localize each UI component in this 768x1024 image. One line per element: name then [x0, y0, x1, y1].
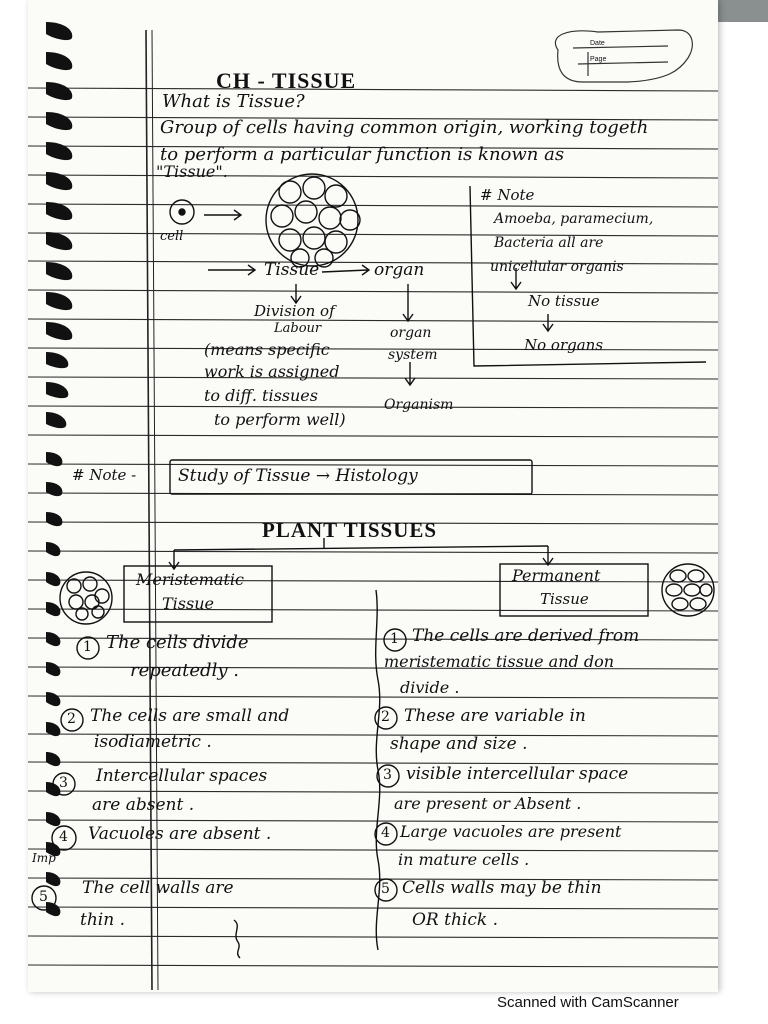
note-line-4: No tissue — [528, 292, 600, 310]
organ-system-line-1: organ — [390, 325, 432, 341]
point-number-right-1: 1 — [390, 631, 399, 647]
left-point-5-line-2: thin . — [80, 910, 125, 930]
definition-line-1: Group of cells having common origin, working togeth — [160, 117, 649, 138]
date-label: Date — [590, 40, 605, 47]
histology-note-text: Study of Tissue → Histology — [178, 466, 418, 486]
left-point-3-line-1: Intercellular spaces — [96, 766, 268, 786]
definition-line-2: to perform a particular function is known as — [160, 144, 565, 165]
right-point-1-line-2: meristematic tissue and don — [384, 652, 614, 671]
note-line-5: No organs — [524, 336, 604, 354]
explain-line-3: to diff. tissues — [204, 386, 318, 405]
right-point-2-line-1: These are variable in — [404, 706, 586, 726]
left-point-1-line-2: repeatedly . — [130, 660, 239, 681]
explain-line-2: work is assigned — [204, 362, 340, 381]
note-line-1: Amoeba, paramecium, — [494, 211, 654, 227]
intro-question: What is Tissue? — [162, 91, 305, 112]
histology-note-prefix: # Note - — [72, 466, 137, 484]
right-point-3-line-1: visible intercellular space — [406, 764, 629, 784]
right-point-5-line-1: Cells walls may be thin — [402, 878, 602, 898]
left-point-3-line-2: are absent . — [92, 795, 195, 815]
organ-system-line-2: system — [388, 347, 438, 363]
plant-tissues-title: PLANT TISSUES — [262, 518, 438, 542]
note-line-2: Bacteria all are — [494, 235, 604, 251]
page-title: CH - TISSUE — [216, 68, 357, 93]
left-point-2-line-1: The cells are small and — [90, 706, 290, 726]
point-number-right-2: 2 — [381, 709, 390, 725]
right-point-1-line-1: The cells are derived from — [412, 626, 640, 646]
right-point-4-line-2: in mature cells . — [398, 850, 530, 869]
division-label-line-1: Division of — [254, 302, 335, 320]
camscanner-watermark: Scanned with CamScanner — [497, 994, 679, 1011]
organism-label: Organism — [384, 397, 454, 413]
point-number-left-4: 4 — [59, 829, 68, 845]
explain-line-4: to perform well) — [214, 410, 346, 429]
left-point-5-line-1: The cell walls are — [82, 878, 234, 898]
left-point-2-line-2: isodiametric . — [94, 732, 212, 752]
right-point-3-line-2: are present or Absent . — [394, 794, 582, 813]
right-point-2-line-2: shape and size . — [390, 734, 528, 754]
permanent-cells-drawing — [662, 564, 714, 616]
right-point-4-line-1: Large vacuoles are present — [400, 822, 622, 841]
right-point-1-line-3: divide . — [400, 678, 460, 697]
right-point-5-line-2: OR thick . — [412, 910, 498, 930]
note-line-3: unicellular organis — [490, 259, 624, 275]
meristematic-heading-line-1: Meristematic — [136, 570, 244, 589]
left-point-4-line-1: Vacuoles are absent . — [88, 824, 272, 844]
division-label-line-2: Labour — [274, 321, 322, 336]
meristematic-heading-line-2: Tissue — [162, 594, 214, 613]
left-point-1-line-1: The cells divide — [106, 632, 249, 653]
note-heading: # Note — [480, 186, 535, 204]
point-number-left-3: 3 — [59, 775, 68, 791]
point-number-right-3: 3 — [383, 767, 392, 783]
explain-line-1: (means specific — [204, 340, 330, 359]
definition-line-3: "Tissue". — [156, 162, 228, 181]
point-number-right-5: 5 — [381, 881, 390, 897]
organ-label: organ — [374, 260, 425, 280]
notebook-page — [28, 0, 718, 992]
permanent-heading-line-1: Permanent — [512, 566, 601, 585]
point-number-right-4: 4 — [381, 825, 390, 841]
point-number-left-2: 2 — [67, 711, 76, 727]
point-number-left-1: 1 — [83, 639, 92, 655]
point-number-left-5: 5 — [39, 889, 48, 905]
page-label: Page — [590, 56, 607, 63]
tissue-label: Tissue — [264, 260, 320, 280]
permanent-heading-line-2: Tissue — [540, 590, 589, 608]
cell-label: cell — [160, 229, 184, 244]
imp-mark: Imp — [32, 851, 56, 865]
